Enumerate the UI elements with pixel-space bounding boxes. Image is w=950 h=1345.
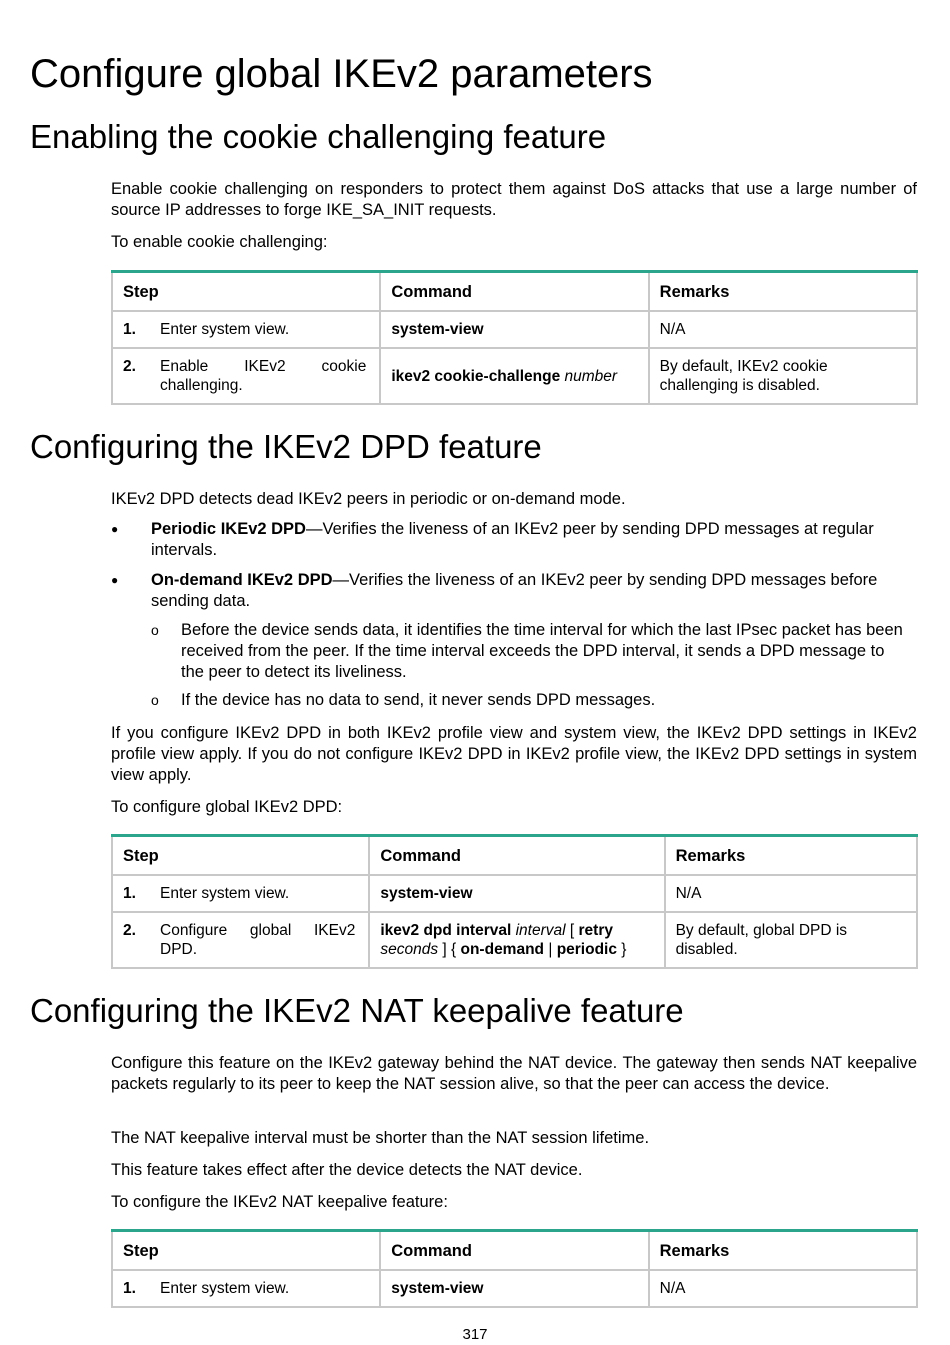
table-row: [112, 1270, 917, 1307]
nat-effect-note: This feature takes effect after the device detects the NAT device.: [111, 1161, 583, 1179]
nat-intro: Configure this feature on the IKEv2 gateway behind the NAT device. The gateway then sends NAT keepalive packets regularly to its peer to keep the NAT session alive, so that the peer can access the device.: [111, 1054, 917, 1093]
step-cell: [112, 912, 369, 968]
header-remarks: Remarks: [665, 836, 917, 876]
bullet-term: Periodic IKEv2 DPD: [151, 520, 306, 538]
header-remarks: Remarks: [649, 1231, 917, 1271]
step-text: Configure global IKEv2 DPD.: [160, 922, 356, 958]
bullet-description: —Verifies the liveness of an IKEv2 peer by sending DPD messages before sending data.: [151, 571, 878, 610]
nat-lead: To configure the IKEv2 NAT keepalive feature:: [111, 1193, 448, 1211]
command-cell: [369, 875, 664, 912]
section-heading-cookie: Enabling the cookie challenging feature: [30, 118, 607, 155]
nat-command-table: [111, 1229, 918, 1308]
step-number: 1.: [123, 885, 136, 902]
header-remarks: Remarks: [649, 272, 917, 312]
cookie-lead: To enable cookie challenging:: [111, 233, 328, 251]
step-number: 2.: [123, 922, 136, 939]
table-header-row: [112, 836, 917, 876]
bullet-icon: ●: [111, 522, 119, 536]
dpd-command-table: [111, 834, 918, 969]
step-text: Enter system view.: [160, 885, 290, 902]
header-step: Step: [112, 272, 380, 312]
remarks-cell: N/A: [665, 875, 917, 912]
command-cell: [380, 348, 648, 404]
step-cell: [112, 348, 380, 404]
dpd-precedence-note: If you configure IKEv2 DPD in both IKEv2 profile view and system view, the IKEv2 DPD settings in IKEv2 profile view apply. If you do not configure IKEv2 DPD in IKEv2 profile view, the IKEv2 DPD settings in system view apply.: [111, 724, 917, 784]
step-cell: [112, 1270, 380, 1307]
command-cell: [380, 1270, 648, 1307]
step-text: Enter system view.: [160, 321, 290, 338]
command-text: system-view: [391, 1280, 484, 1297]
command-cell: ikev2 dpd interval interval [ retry seconds ] { on-demand | periodic }: [369, 912, 664, 968]
circle-bullet-icon: o: [151, 622, 159, 638]
table-header-row: [112, 1231, 917, 1271]
bullet-description: —Verifies the liveness of an IKEv2 peer by sending DPD messages at regular intervals.: [151, 520, 874, 559]
cookie-command-table: [111, 270, 918, 405]
header-command: Command: [380, 272, 648, 312]
remarks-cell: N/A: [649, 1270, 917, 1307]
table-row: [112, 311, 917, 348]
dpd-lead: To configure global IKEv2 DPD:: [111, 798, 343, 816]
table-row: [112, 875, 917, 912]
header-step: Step: [112, 1231, 380, 1271]
remarks-cell: N/A: [649, 311, 917, 348]
command-text: ikev2 cookie-challenge: [391, 367, 561, 385]
step-text: Enable IKEv2 cookie challenging.: [160, 358, 367, 394]
table-row: [112, 348, 917, 404]
circle-bullet-icon: o: [151, 692, 159, 708]
header-command: Command: [380, 1231, 648, 1271]
header-step: Step: [112, 836, 369, 876]
header-command: Command: [369, 836, 664, 876]
step-text: Enter system view.: [160, 1280, 290, 1297]
remarks-cell: By default, IKEv2 cookie challenging is disabled.: [649, 348, 917, 404]
bullet-term: On-demand IKEv2 DPD: [151, 571, 333, 589]
section-heading-nat: Configuring the IKEv2 NAT keepalive feature: [30, 992, 684, 1029]
step-cell: [112, 311, 380, 348]
step-number: 1.: [123, 1280, 136, 1297]
step-cell: [112, 875, 369, 912]
remarks-cell: By default, global DPD is disabled.: [665, 912, 917, 968]
table-header-row: [112, 272, 917, 312]
bullet-icon: ●: [111, 573, 119, 587]
command-text: system-view: [380, 885, 473, 902]
command-cell: [380, 311, 648, 348]
page-title: Configure global IKEv2 parameters: [30, 52, 653, 96]
command-argument: number: [564, 367, 618, 385]
page-number: 317: [462, 1326, 488, 1343]
step-number: 1.: [123, 321, 136, 338]
nat-interval-note: The NAT keepalive interval must be shorter than the NAT session lifetime.: [111, 1129, 650, 1147]
step-number: 2.: [123, 358, 136, 375]
cookie-intro: Enable cookie challenging on responders to protect them against DoS attacks that use a large number of source IP addresses to forge IKE_SA_INIT requests.: [111, 180, 917, 219]
dpd-intro: IKEv2 DPD detects dead IKEv2 peers in periodic or on-demand mode.: [111, 490, 626, 508]
section-heading-dpd: Configuring the IKEv2 DPD feature: [30, 428, 542, 465]
command-text: system-view: [391, 321, 484, 338]
table-row: [112, 912, 917, 968]
